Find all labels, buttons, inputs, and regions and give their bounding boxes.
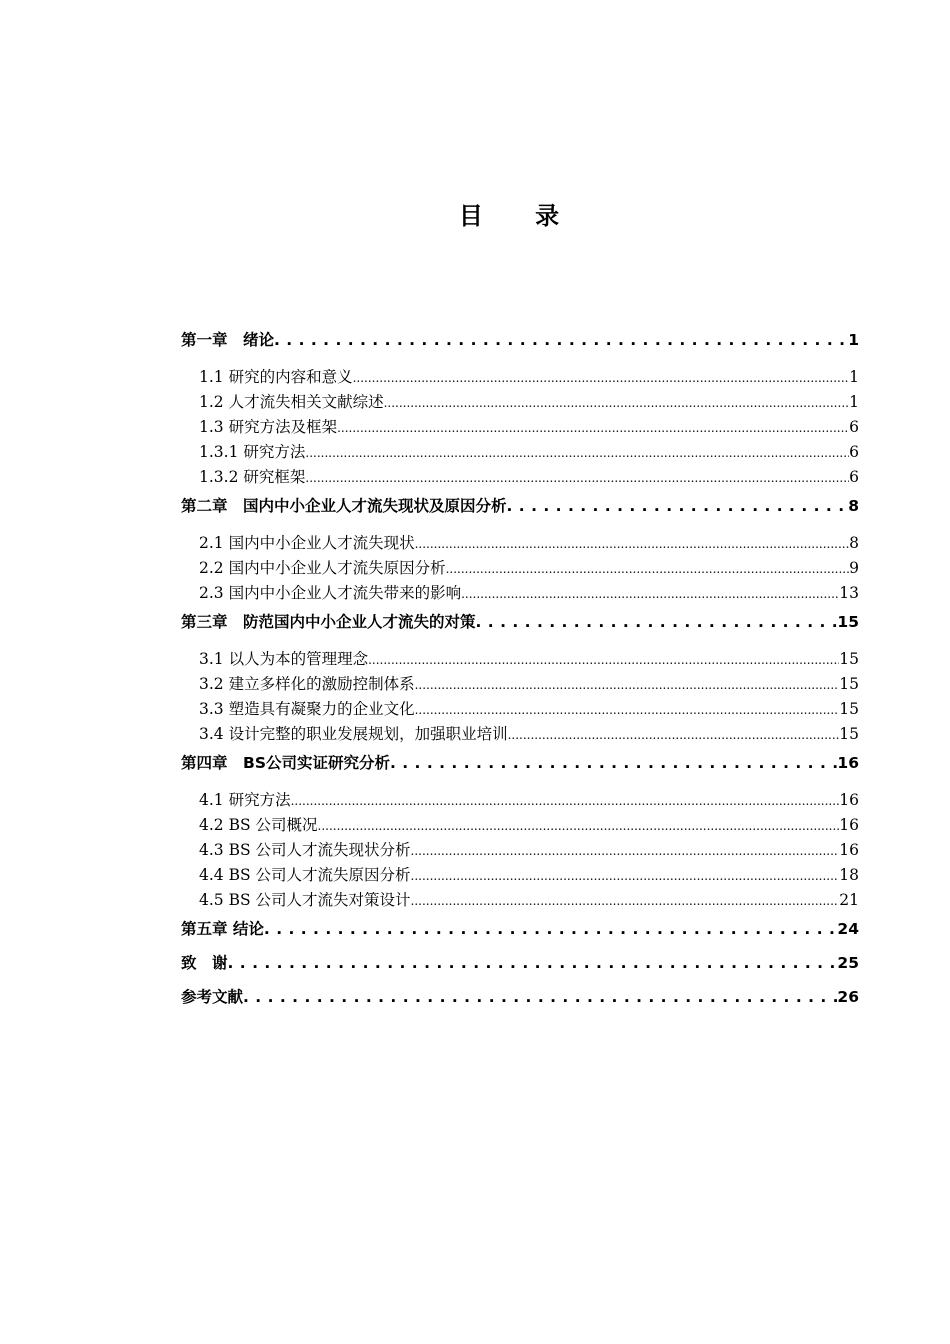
toc-entry-label: 3.2 建立多样化的激励控制体系: [199, 675, 415, 693]
toc-references[interactable]: [181, 984, 859, 1018]
toc-entry-label: 第三章 防范国内中小企业人才流失的对策: [181, 613, 476, 631]
toc-entry-label: 第四章 BS公司实证研究分析: [181, 754, 390, 772]
toc-section-3-2[interactable]: [181, 672, 859, 697]
toc-page-number: 16: [839, 791, 859, 809]
dot-leader: [507, 493, 849, 519]
toc-section-1-1[interactable]: [181, 365, 859, 390]
toc-entry-label: 2.1 国内中小企业人才流失现状: [199, 534, 415, 552]
toc-section-3-3[interactable]: [181, 697, 859, 722]
toc-page-number: 1: [848, 331, 859, 349]
toc-entry-label: 致 谢: [181, 954, 228, 972]
dot-leader: [411, 863, 840, 889]
toc-page-number: 26: [837, 988, 859, 1006]
toc-section-4-1[interactable]: [181, 788, 859, 813]
toc-entry-label: 3.3 塑造具有凝聚力的企业文化: [199, 700, 415, 718]
toc-entry-label: 1.3.2 研究框架: [199, 468, 306, 486]
toc-entry-label: 第一章 绪论: [181, 331, 275, 349]
toc-section-3-1[interactable]: [181, 647, 859, 672]
toc-section-2-2[interactable]: [181, 556, 859, 581]
dot-leader: [337, 415, 849, 441]
dot-leader: [368, 647, 839, 673]
toc-chapter-3[interactable]: [181, 609, 859, 643]
toc-page-number: 8: [849, 534, 859, 552]
dot-leader: [264, 916, 838, 942]
toc-chapter-5[interactable]: [181, 916, 859, 950]
page-title: 目 录: [458, 202, 582, 231]
dot-leader: [384, 390, 850, 416]
toc-page-number: 15: [839, 675, 859, 693]
toc-entry-label: 3.4 设计完整的职业发展规划，加强职业培训: [199, 725, 508, 743]
toc-entry-label: 4.1 研究方法: [199, 791, 291, 809]
toc-page-number: 13: [839, 584, 859, 602]
dot-leader: [243, 984, 837, 1010]
toc-entry-label: 4.4 BS 公司人才流失原因分析: [199, 866, 411, 884]
toc-chapter-2[interactable]: [181, 493, 859, 527]
toc-entry-label: 4.2 BS 公司概况: [199, 816, 318, 834]
dot-leader: [318, 813, 840, 839]
dot-leader: [508, 722, 840, 748]
dot-leader: [415, 697, 840, 723]
toc-page-number: 15: [839, 725, 859, 743]
toc-chapter-4[interactable]: [181, 750, 859, 784]
toc-entry-label: 第五章 结论: [181, 920, 264, 938]
dot-leader: [411, 838, 840, 864]
toc-page-number: 6: [849, 418, 859, 436]
dot-leader: [291, 788, 840, 814]
dot-leader: [353, 365, 850, 391]
toc-entry-label: 1.1 研究的内容和意义: [199, 368, 353, 386]
dot-leader: [411, 888, 840, 914]
table-of-contents: [181, 327, 859, 1018]
toc-page-number: 24: [837, 920, 859, 938]
toc-page-number: 16: [839, 816, 859, 834]
toc-entry-label: 4.5 BS 公司人才流失对策设计: [199, 891, 411, 909]
toc-chapter-1[interactable]: [181, 327, 859, 361]
toc-page-number: 16: [837, 754, 859, 772]
toc-entry-label: 2.2 国内中小企业人才流失原因分析: [199, 559, 446, 577]
toc-section-4-5[interactable]: [181, 888, 859, 913]
dot-leader: [390, 750, 837, 776]
toc-section-4-2[interactable]: [181, 813, 859, 838]
dot-leader: [274, 327, 848, 353]
toc-page-number: 1: [849, 393, 859, 411]
toc-section-1-2[interactable]: [181, 390, 859, 415]
dot-leader: [476, 609, 838, 635]
toc-page-number: 6: [849, 468, 859, 486]
toc-entry-label: 3.1 以人为本的管理理念: [199, 650, 369, 668]
dot-leader: [461, 581, 839, 607]
toc-entry-label: 参考文献: [181, 988, 244, 1006]
toc-entry-label: 2.3 国内中小企业人才流失带来的影响: [199, 584, 462, 602]
toc-page-number: 15: [839, 650, 859, 668]
toc-page-number: 8: [848, 497, 859, 515]
toc-page-number: 15: [839, 700, 859, 718]
toc-page-number: 25: [837, 954, 859, 972]
toc-section-1-3-2[interactable]: [181, 465, 859, 490]
toc-page-number: 21: [839, 891, 859, 909]
toc-entry-label: 1.3.1 研究方法: [199, 443, 306, 461]
toc-entry-label: 1.3 研究方法及框架: [199, 418, 338, 436]
dot-leader: [415, 672, 840, 698]
toc-section-4-4[interactable]: [181, 863, 859, 888]
toc-entry-label: 4.3 BS 公司人才流失现状分析: [199, 841, 411, 859]
dot-leader: [446, 556, 850, 582]
dot-leader: [305, 440, 849, 466]
toc-page-number: 18: [839, 866, 859, 884]
toc-section-4-3[interactable]: [181, 838, 859, 863]
toc-section-3-4[interactable]: [181, 722, 859, 747]
toc-page-number: 6: [849, 443, 859, 461]
toc-section-1-3[interactable]: [181, 415, 859, 440]
toc-page-number: 9: [849, 559, 859, 577]
dot-leader: [415, 531, 850, 557]
toc-page-number: 1: [849, 368, 859, 386]
toc-section-1-3-1[interactable]: [181, 440, 859, 465]
toc-page-number: 15: [837, 613, 859, 631]
toc-section-2-3[interactable]: [181, 581, 859, 606]
toc-page-number: 16: [839, 841, 859, 859]
dot-leader: [228, 950, 838, 976]
toc-entry-label: 1.2 人才流失相关文献综述: [199, 393, 384, 411]
dot-leader: [305, 465, 849, 491]
toc-section-2-1[interactable]: [181, 531, 859, 556]
toc-entry-label: 第二章 国内中小企业人才流失现状及原因分析: [181, 497, 507, 515]
toc-acknowledgements[interactable]: [181, 950, 859, 984]
